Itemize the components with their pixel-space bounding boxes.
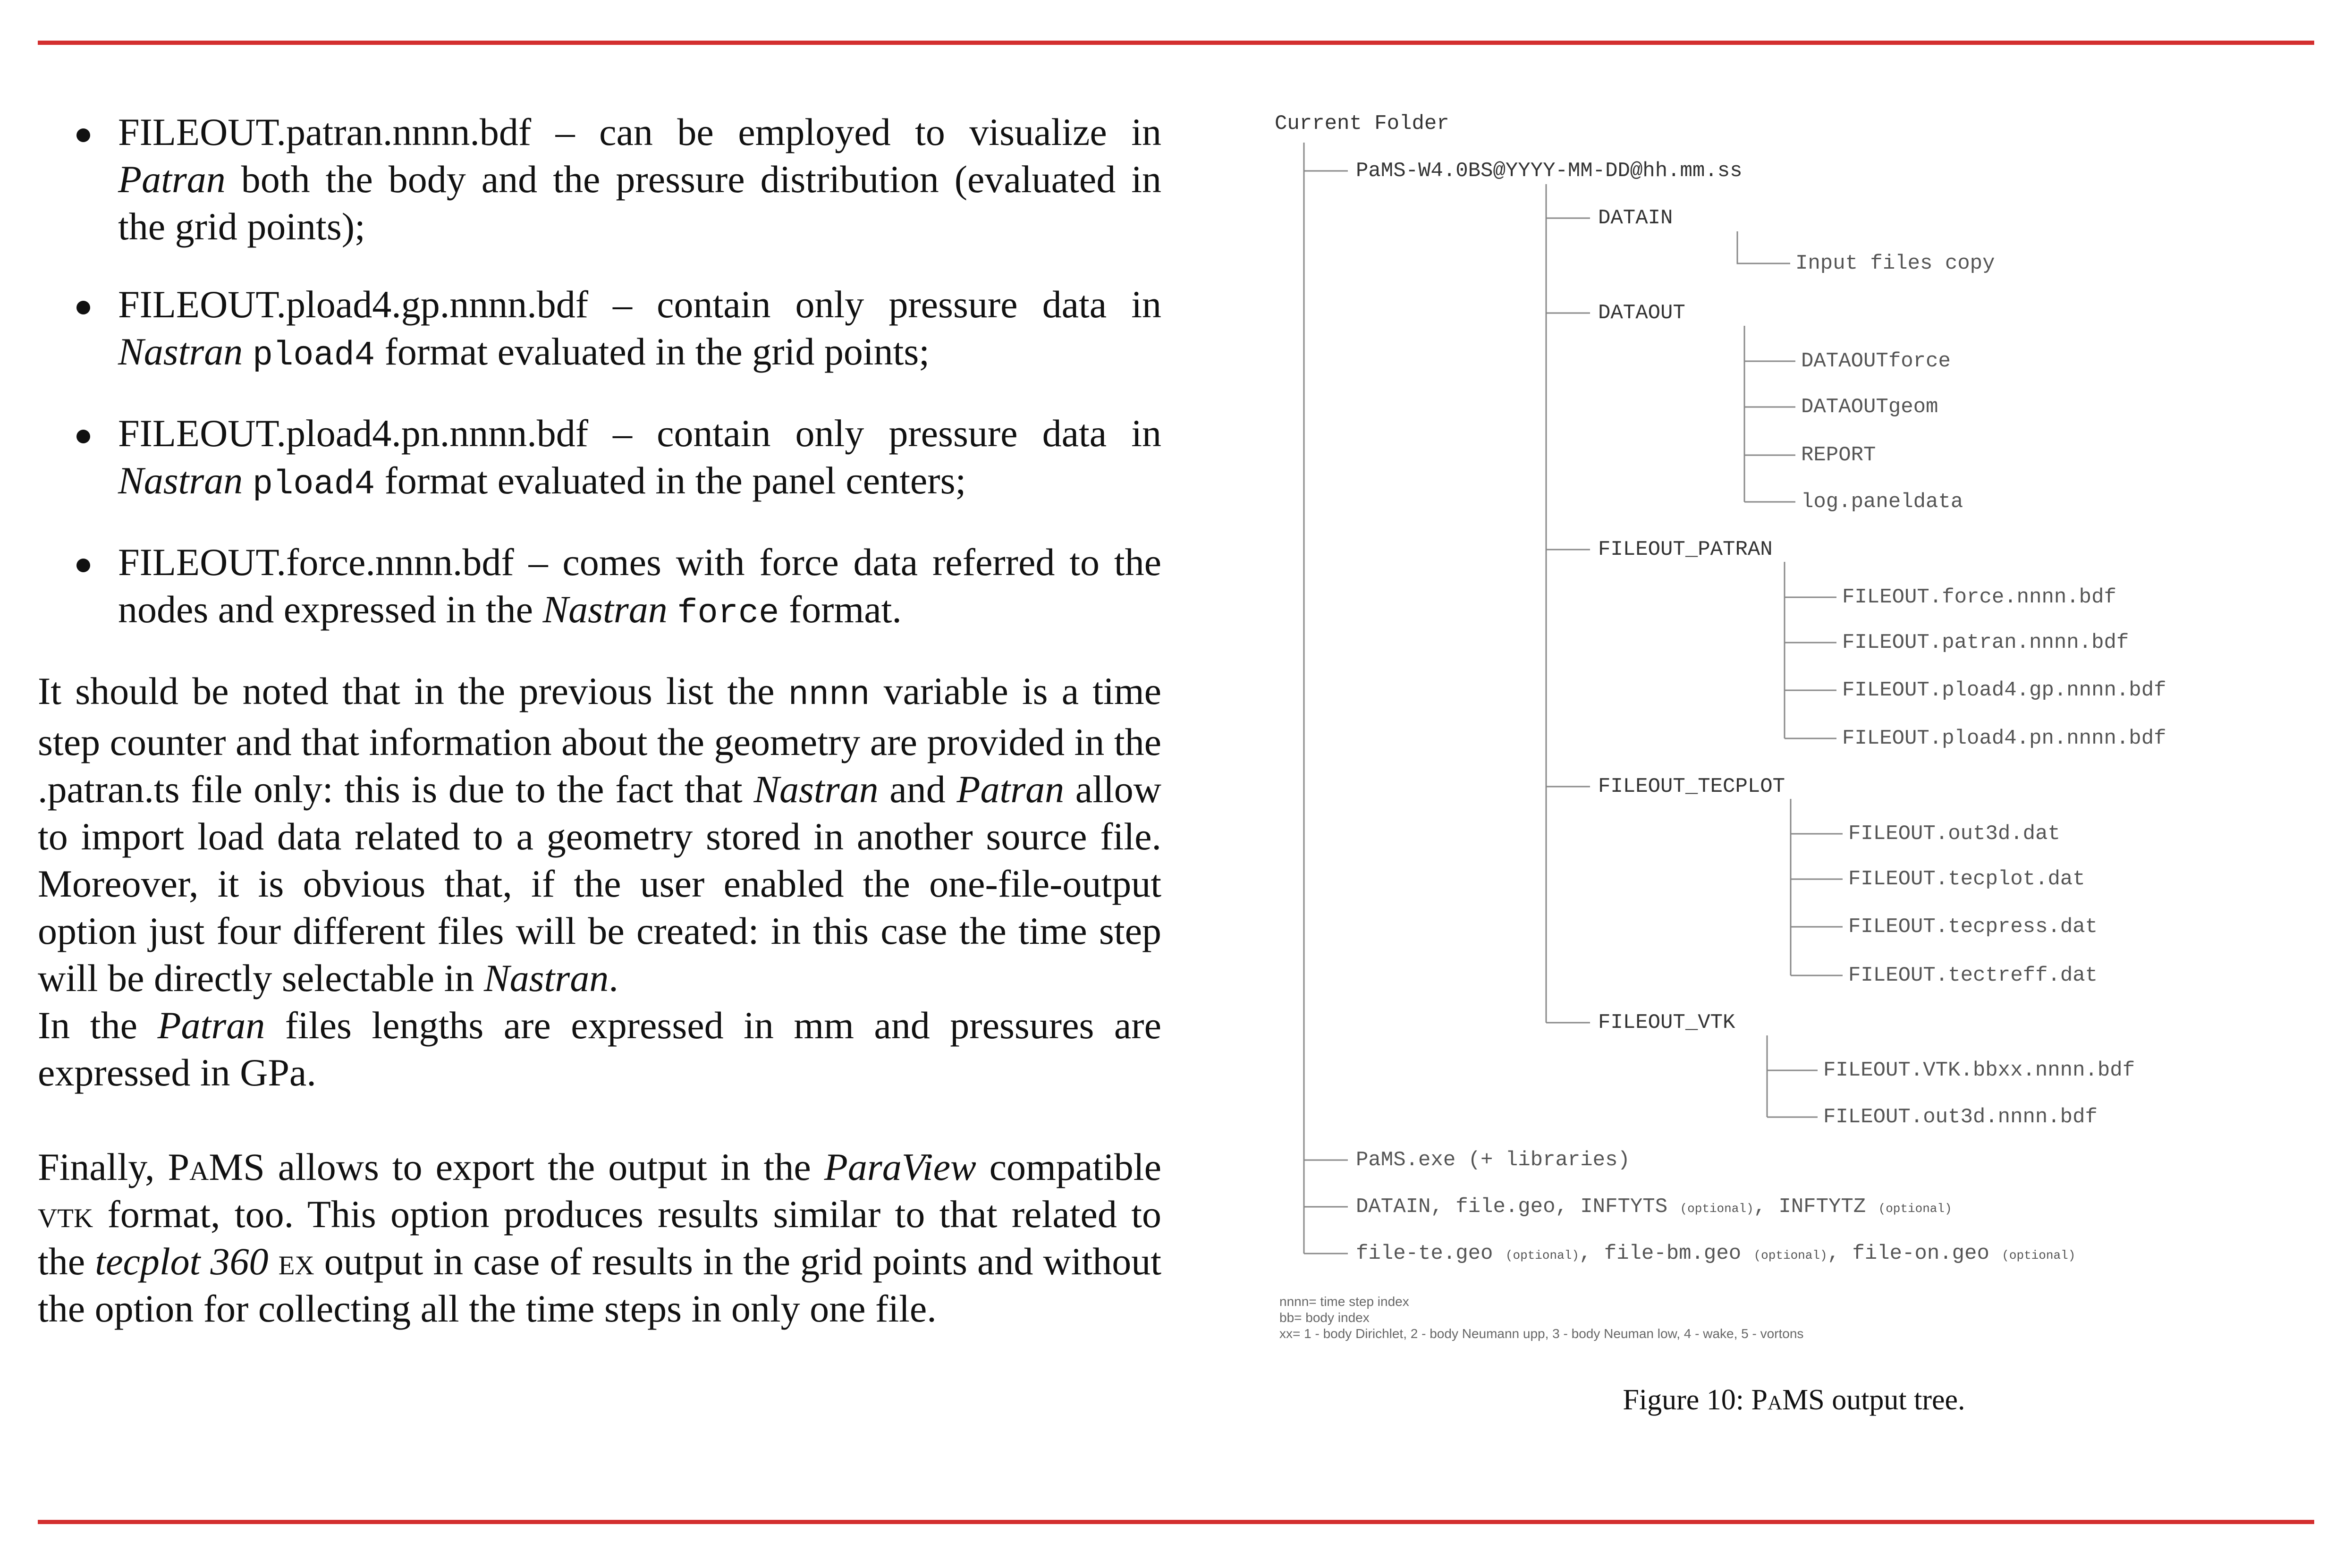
tree-node-patran-file: FILEOUT.pload4.pn.nnnn.bdf (1842, 727, 2166, 750)
tree-node-geo-files: file-te.geo (optional), file-bm.geo (optional), file-on.geo (optional) (1356, 1242, 2076, 1265)
paragraph-time-step-note: It should be noted that in the previous list the nnnn variable is a time step counter and that information about the geometry are provided in the .patran.ts file only: this is due to the fact that Nastran and Patran allow to import load data related to a geometry stored in another source file. Moreover, it is obvious that, if the user enabled the one-file-output option just four different files will be created: in this case the time step will be directly selectable in Nastran. (38, 670, 1162, 1000)
tree-node-fileout-tecplot: FILEOUT_TECPLOT (1598, 775, 1785, 798)
tree-node-fileout-vtk: FILEOUT_VTK (1598, 1011, 1735, 1034)
tree-node-patran-file: FILEOUT.force.nnnn.bdf (1842, 585, 2116, 609)
tree-legend-line: bb= body index (1279, 1310, 1370, 1325)
paragraph-vtk-export: Finally, PaMS allows to export the output in the ParaView compatible vtk format, too. This option produces results similar to that related to the tecplot 360 ex output in case of results in the grid points and without the option for collecting all the time steps in only one file. (38, 1145, 1162, 1330)
list-item (38, 539, 1161, 637)
bullet-icon (76, 301, 90, 314)
tree-node-patran-file: FILEOUT.pload4.gp.nnnn.bdf (1842, 678, 2166, 702)
output-file-list (38, 109, 1161, 637)
paragraph-units: In the Patran files lengths are expressed in mm and pressures are expressed in GPa. (38, 1004, 1161, 1094)
tree-node-datain-copy: Input files copy (1795, 252, 1995, 275)
tree-node-tecplot-file: FILEOUT.tecplot.dat (1848, 867, 2085, 891)
list-item-text: FILEOUT.force.nnnn.bdf – comes with force data referred to the nodes and expressed in the Nastran force format. (118, 541, 1161, 633)
figure-caption-program: PaMS (1751, 1384, 1825, 1416)
bullet-icon (76, 559, 90, 572)
list-item-text: FILEOUT.pload4.pn.nnnn.bdf – contain only pressure data in Nastran pload4 format evaluated in the panel centers; (118, 412, 1161, 504)
figure-caption (1275, 1383, 2313, 1417)
tree-node-tecplot-file: FILEOUT.out3d.dat (1848, 822, 2060, 846)
tree-node-dataout-file: DATAOUTgeom (1801, 395, 1938, 419)
list-item-text: FILEOUT.pload4.gp.nnnn.bdf – contain only pressure data in Nastran pload4 format evaluated in the grid points; (118, 283, 1161, 375)
figure-caption-prefix: Figure 10: (1623, 1384, 1751, 1416)
tree-node-top-folder: PaMS-W4.0BS@YYYY-MM-DD@hh.mm.ss (1356, 159, 1743, 183)
tree-root-label: Current Folder (1275, 112, 1449, 136)
list-item (38, 281, 1161, 379)
body-text-column (38, 109, 1161, 1332)
bullet-icon (76, 430, 90, 443)
tree-node-tecplot-file: FILEOUT.tecpress.dat (1848, 915, 2098, 939)
list-item-text: FILEOUT.patran.nnnn.bdf – can be employed to visualize in Patran both the body and the pressure distribution (evaluated in the grid points); (118, 110, 1161, 248)
tree-node-dataout: DATAOUT (1598, 301, 1685, 325)
figure-caption-suffix: output tree. (1824, 1384, 1965, 1416)
tree-node-executable: PaMS.exe (+ libraries) (1356, 1148, 1630, 1172)
tree-node-patran-file: FILEOUT.patran.nnnn.bdf (1842, 631, 2129, 654)
top-rule (38, 41, 2314, 45)
list-item (38, 109, 1161, 250)
tree-node-vtk-file: FILEOUT.VTK.bbxx.nnnn.bdf (1823, 1059, 2135, 1082)
tree-node-fileout-patran: FILEOUT_PATRAN (1598, 538, 1773, 561)
list-item (38, 410, 1161, 508)
tree-node-dataout-file: DATAOUTforce (1801, 349, 1951, 373)
tree-node-vtk-file: FILEOUT.out3d.nnnn.bdf (1823, 1105, 2098, 1129)
tree-node-datain: DATAIN (1598, 206, 1673, 230)
tree-node-dataout-file: REPORT (1801, 443, 1876, 467)
output-tree-diagram (1275, 94, 2313, 1369)
bullet-icon (76, 128, 90, 142)
tree-node-tecplot-file: FILEOUT.tectreff.dat (1848, 964, 2098, 987)
bottom-rule (38, 1520, 2314, 1524)
tree-node-dataout-file: log.paneldata (1801, 490, 1963, 514)
output-tree-figure (1275, 94, 2313, 1464)
tree-legend-line: xx= 1 - body Dirichlet, 2 - body Neumann upp, 3 - body Neuman low, 4 - wake, 5 - vortons (1279, 1326, 1804, 1341)
tree-legend-line: nnnn= time step index (1279, 1294, 1409, 1309)
tree-node-input-files: DATAIN, file.geo, INFTYTS (optional), INFTYTZ (optional) (1356, 1195, 1952, 1219)
